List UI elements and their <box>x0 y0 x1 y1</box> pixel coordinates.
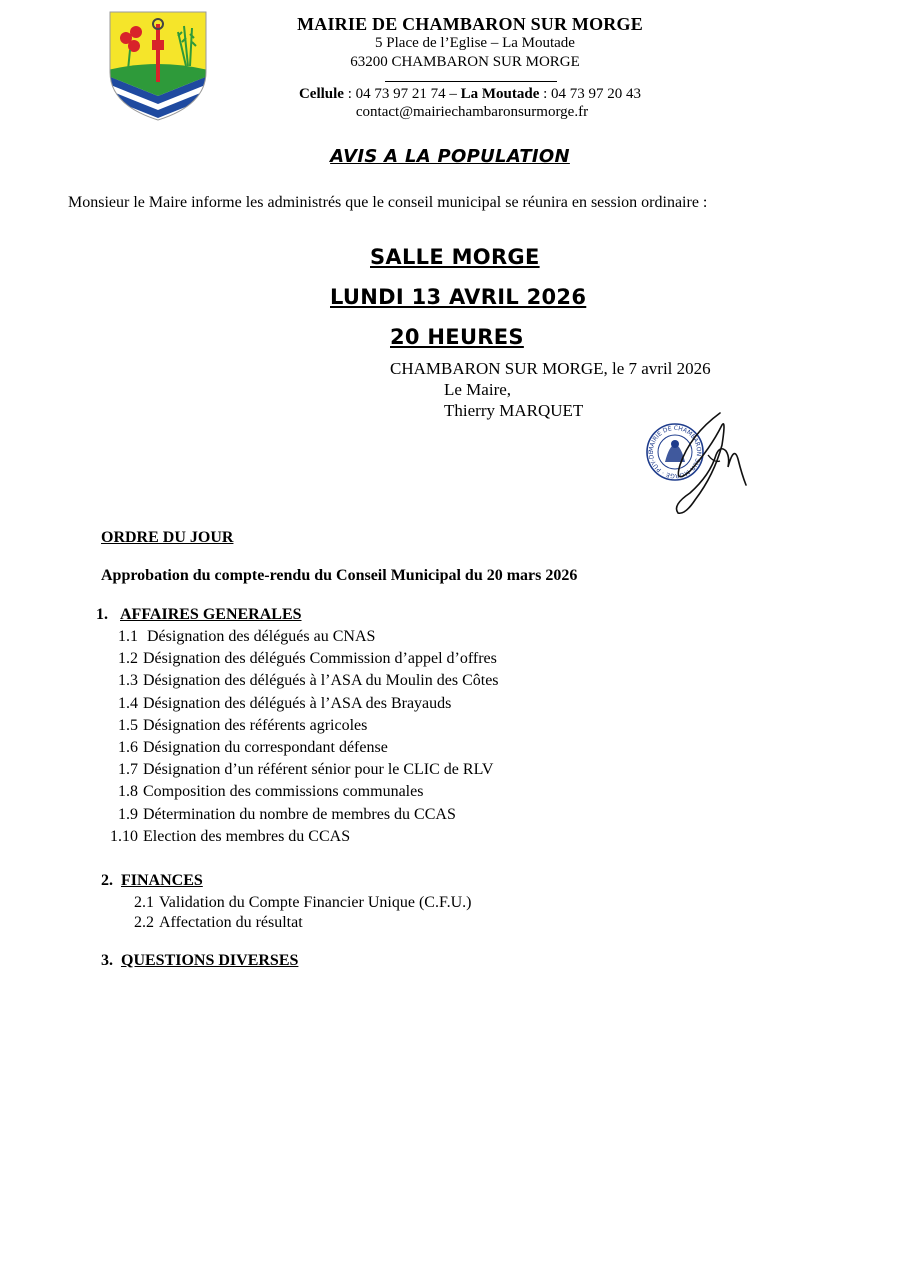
item-number: 1.9 <box>118 805 138 823</box>
list-item <box>104 650 499 672</box>
signature-role: Le Maire, <box>444 380 512 399</box>
list-item <box>120 914 471 934</box>
phone-line <box>250 86 690 103</box>
item-number: 1.1 <box>118 628 138 645</box>
item-number: 1.10 <box>110 827 138 845</box>
email-address: contact@mairiechambaronsurmorge.fr <box>355 104 589 120</box>
item-text: Désignation des délégués au CNAS <box>147 628 376 645</box>
agenda-title: ORDRE DU JOUR <box>101 529 234 546</box>
agenda-section-2-items <box>120 894 471 934</box>
item-number: 1.8 <box>118 783 138 801</box>
meeting-time: 20 HEURES <box>390 325 524 349</box>
notice-intro: Monsieur le Maire informe les administrés que le conseil municipal se réunira en session ordinaire : <box>68 194 708 211</box>
list-item <box>104 761 499 783</box>
item-number: 1.7 <box>118 761 138 779</box>
list-item <box>104 828 499 850</box>
item-text: Composition des commissions communales <box>143 783 424 801</box>
phone-label-moutade: La Moutade <box>460 86 540 102</box>
item-text: Détermination du nombre de membres du CCAS <box>143 805 456 823</box>
mairie-title: MAIRIE DE CHAMBARON SUR MORGE <box>297 14 643 34</box>
item-text: Validation du Compte Financier Unique (C.F.U.) <box>159 894 472 911</box>
list-item <box>104 783 499 805</box>
section-number: 2. <box>101 872 113 889</box>
agenda-section-1-items <box>104 628 499 850</box>
notice-title: AVIS A LA POPULATION <box>330 146 570 167</box>
item-number: 1.5 <box>118 716 138 734</box>
meeting-venue: SALLE MORGE <box>370 245 540 269</box>
meeting-date: LUNDI 13 AVRIL 2026 <box>330 285 587 309</box>
header-divider <box>385 81 557 82</box>
section-number: 3. <box>101 952 113 969</box>
item-number: 1.6 <box>118 738 138 756</box>
agenda-approval: Approbation du compte-rendu du Conseil Municipal du 20 mars 2026 <box>101 567 578 584</box>
list-item <box>104 717 499 739</box>
agenda-section-1 <box>96 606 302 624</box>
item-number: 1.4 <box>118 694 138 712</box>
phone-number-moutade: : 04 73 97 20 43 <box>539 86 642 102</box>
list-item <box>104 672 499 694</box>
list-item <box>120 894 471 914</box>
list-item <box>104 806 499 828</box>
item-number: 2.2 <box>134 914 154 931</box>
section-title: QUESTIONS DIVERSES <box>121 952 299 969</box>
signature-name: Thierry MARQUET <box>444 401 584 420</box>
item-text: Désignation des référents agricoles <box>143 716 368 734</box>
item-text: Désignation du correspondant défense <box>143 738 388 756</box>
agenda-section-2 <box>101 872 203 890</box>
item-text: Désignation d’un référent sénior pour le CLIC de RLV <box>143 761 494 779</box>
agenda-section-3 <box>101 952 298 970</box>
item-number: 2.1 <box>134 894 154 911</box>
section-number: 1. <box>96 606 108 623</box>
item-text: Désignation des délégués à l’ASA du Moulin des Côtes <box>143 672 499 690</box>
list-item <box>104 695 499 717</box>
address-line-1: 5 Place de l’Eglise – La Moutade <box>375 35 575 51</box>
item-text: Désignation des délégués à l’ASA des Brayauds <box>143 694 452 712</box>
phone-number-cellule: : 04 73 97 21 74 – <box>343 86 461 102</box>
item-number: 1.3 <box>118 672 138 690</box>
list-item <box>104 628 499 650</box>
item-text: Désignation des délégués Commission d’appel d’offres <box>143 650 497 668</box>
address-line-2: 63200 CHAMBARON SUR MORGE <box>350 54 580 70</box>
section-title: FINANCES <box>121 872 203 889</box>
municipal-coat-of-arms <box>108 10 208 122</box>
phone-label-cellule: Cellule <box>298 86 344 102</box>
handwritten-signature <box>650 405 750 520</box>
item-text: Election des membres du CCAS <box>143 827 351 845</box>
signature-place-date: CHAMBARON SUR MORGE, le 7 avril 2026 <box>390 359 711 378</box>
list-item <box>104 739 499 761</box>
section-title: AFFAIRES GENERALES <box>120 606 302 623</box>
stamp-ring-text: MAIRIE DE CHAMBARON SUR MORGE · PUY-DE <box>647 424 703 480</box>
item-text: Affectation du résultat <box>159 914 303 931</box>
item-number: 1.2 <box>118 650 138 668</box>
